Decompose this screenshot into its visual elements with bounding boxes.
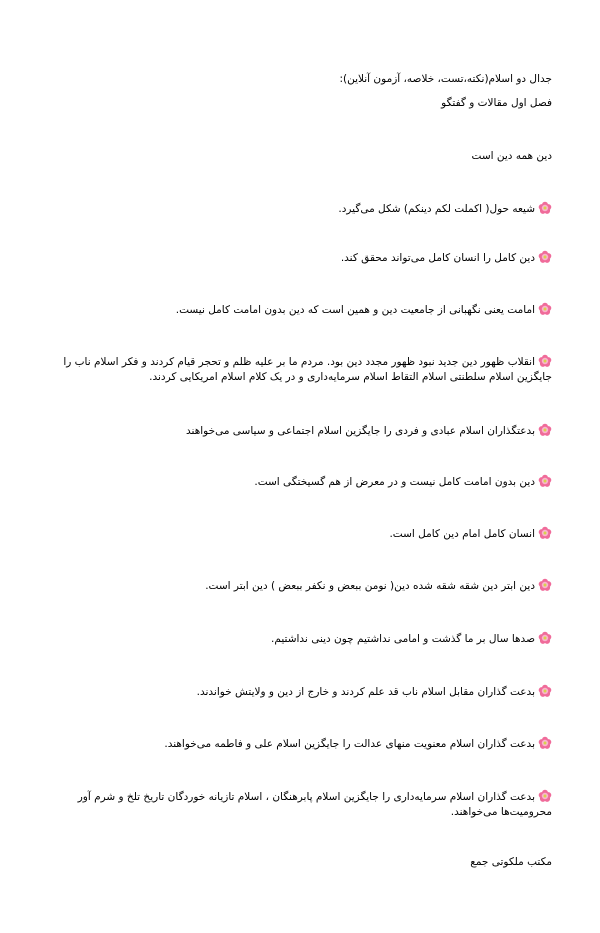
heading: دین همه دین است [471, 150, 552, 162]
flower-icon [538, 578, 552, 592]
list-item: بدعتگذاران اسلام عبادی و فردی را جایگزین اسلام اجتماعی و سیاسی می‌خواهند [40, 423, 552, 439]
list-item: شیعه حول( اکملت لکم دینکم) شکل می‌گیرد. [40, 201, 552, 217]
flower-icon [538, 250, 552, 264]
flower-icon [538, 354, 552, 368]
list-item: انقلاب ظهور دین جدید نبود ظهور مجدد دین بود. مردم ما بر علیه ظلم و تحجر قیام کردند و فکر اسلام ناب را جایگزین اسلام سلطنتی اسلام التقاط اسلام سرمایه‌داری و در یک کلام اسلام امریکایی کردند. [63, 356, 552, 383]
list-item: بدعت گذاران مقابل اسلام ناب قد علم کردند و خارج از دین و ولایتش خواندند. [40, 684, 552, 700]
list-item: دین بدون امامت کامل نیست و در معرض از هم گسیختگی است. [40, 474, 552, 490]
list-item: صدها سال بر ما گذشت و امامی نداشتیم چون دینی نداشتیم. [40, 631, 552, 647]
list-item: انسان کامل امام دین کامل است. [40, 526, 552, 542]
flower-icon [538, 789, 552, 803]
flower-icon [538, 423, 552, 437]
flower-icon [538, 684, 552, 698]
list-item: امامت یعنی نگهبانی از جامعیت دین و همین است که دین بدون امامت کامل نیست. [40, 302, 552, 318]
header-line-2: فصل اول مقالات و گفتگو [441, 97, 552, 109]
flower-icon [538, 631, 552, 645]
flower-icon [538, 526, 552, 540]
list-item: دین ابتر دین شقه شقه شده دین( نومن ببعض و نکفر ببعض ) دین ابتر است. [40, 578, 552, 594]
list-item: بدعت گذاران اسلام سرمایه‌داری را جایگزین اسلام پابرهنگان ، اسلام تازیانه خوردگان تاریخ تلخ و شرم آور محرومیت‌ها می‌خواهند. [77, 791, 552, 818]
footer-text: مکتب ملکوتی جمع [470, 856, 552, 868]
list-item: بدعت گذاران اسلام معنویت منهای عدالت را جایگزین اسلام علی و فاطمه می‌خواهند. [40, 736, 552, 752]
header-line-1: جدال دو اسلام(نکته،تست، خلاصه، آزمون آنلاین): [339, 73, 552, 85]
flower-icon [538, 474, 552, 488]
list-item: دین کامل را انسان کامل می‌تواند محقق کند. [40, 250, 552, 266]
flower-icon [538, 201, 552, 215]
flower-icon [538, 736, 552, 750]
flower-icon [538, 302, 552, 316]
